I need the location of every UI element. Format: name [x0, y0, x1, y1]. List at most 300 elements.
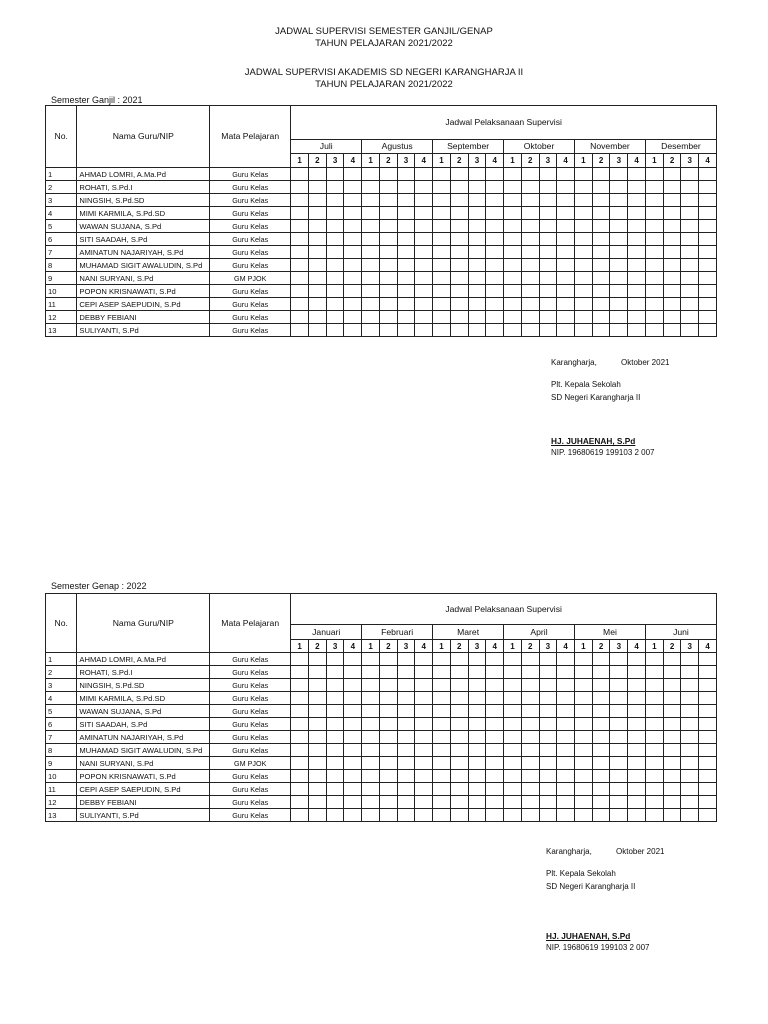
week-header: 3: [326, 640, 344, 653]
schedule-cell: [450, 272, 468, 285]
schedule-cell: [362, 744, 380, 757]
schedule-cell: [450, 796, 468, 809]
signature-role: Plt. Kepala Sekolah: [546, 869, 616, 878]
schedule-cell: [415, 233, 433, 246]
schedule-cell: [575, 653, 593, 666]
schedule-cell: [308, 207, 326, 220]
schedule-cell: [539, 809, 557, 822]
schedule-cell: [699, 770, 717, 783]
signature-block-ganjil: [551, 358, 669, 458]
signature-block-genap: [546, 847, 664, 953]
schedule-cell: [450, 757, 468, 770]
schedule-cell: [557, 653, 575, 666]
schedule-cell: [291, 757, 309, 770]
week-header: 3: [397, 640, 415, 653]
table-row: [46, 744, 717, 757]
schedule-cell: [362, 796, 380, 809]
table-row: [46, 246, 717, 259]
schedule-cell: [344, 272, 362, 285]
schedule-cell: [628, 168, 646, 181]
column-header-subject: Mata Pelajaran: [210, 594, 291, 653]
schedule-cell: [592, 770, 610, 783]
week-header: 1: [362, 154, 380, 168]
schedule-cell: [645, 324, 663, 337]
schedule-cell: [362, 233, 380, 246]
schedule-cell: [539, 324, 557, 337]
schedule-cell: [521, 718, 539, 731]
schedule-cell: [663, 796, 681, 809]
schedule-cell: [504, 757, 522, 770]
table-row: [46, 809, 717, 822]
week-header: 2: [592, 154, 610, 168]
schedule-cell: [592, 692, 610, 705]
schedule-cell: [433, 259, 451, 272]
schedule-cell: [575, 783, 593, 796]
schedule-cell: [681, 246, 699, 259]
schedule-cell: [433, 181, 451, 194]
schedule-cell: [486, 666, 504, 679]
schedule-cell: [699, 285, 717, 298]
schedule-cell: [557, 731, 575, 744]
schedule-cell: [379, 324, 397, 337]
signature-date: Oktober 2021: [621, 358, 670, 367]
schedule-cell: [610, 770, 628, 783]
schedule-cell: [539, 796, 557, 809]
schedule-cell: [663, 207, 681, 220]
schedule-cell: [610, 246, 628, 259]
month-header: Juni: [645, 625, 716, 640]
teacher-subject: Guru Kelas: [210, 168, 291, 181]
schedule-cell: [486, 679, 504, 692]
schedule-cell: [575, 679, 593, 692]
schedule-cell: [539, 220, 557, 233]
schedule-cell: [610, 285, 628, 298]
schedule-cell: [397, 311, 415, 324]
schedule-cell: [699, 809, 717, 822]
schedule-cell: [504, 705, 522, 718]
schedule-cell: [379, 298, 397, 311]
schedule-cell: [308, 285, 326, 298]
schedule-cell: [415, 705, 433, 718]
schedule-cell: [539, 679, 557, 692]
schedule-cell: [468, 653, 486, 666]
schedule-cell: [699, 207, 717, 220]
schedule-cell: [433, 653, 451, 666]
teacher-name: WAWAN SUJANA, S.Pd: [77, 220, 210, 233]
schedule-cell: [645, 285, 663, 298]
schedule-cell: [628, 181, 646, 194]
schedule-cell: [362, 220, 380, 233]
schedule-cell: [681, 194, 699, 207]
schedule-cell: [628, 796, 646, 809]
schedule-cell: [379, 285, 397, 298]
schedule-cell: [362, 757, 380, 770]
week-header: 3: [539, 640, 557, 653]
schedule-cell: [397, 233, 415, 246]
title-line-1: JADWAL SUPERVISI SEMESTER GANJIL/GENAP: [275, 26, 493, 37]
schedule-cell: [645, 718, 663, 731]
schedule-cell: [450, 259, 468, 272]
row-number: 11: [46, 783, 77, 796]
schedule-cell: [663, 666, 681, 679]
schedule-cell: [663, 809, 681, 822]
schedule-cell: [344, 705, 362, 718]
schedule-cell: [557, 285, 575, 298]
schedule-cell: [504, 679, 522, 692]
teacher-name: CEPI ASEP SAEPUDIN, S.Pd: [77, 298, 210, 311]
schedule-cell: [326, 168, 344, 181]
teacher-name: MUHAMAD SIGIT AWALUDIN, S.Pd: [77, 259, 210, 272]
schedule-cell: [610, 718, 628, 731]
schedule-cell: [415, 311, 433, 324]
schedule-cell: [397, 324, 415, 337]
schedule-cell: [486, 653, 504, 666]
schedule-cell: [468, 324, 486, 337]
schedule-cell: [415, 731, 433, 744]
schedule-cell: [592, 311, 610, 324]
schedule-cell: [645, 259, 663, 272]
schedule-cell: [468, 298, 486, 311]
schedule-cell: [397, 168, 415, 181]
schedule-cell: [521, 666, 539, 679]
schedule-cell: [433, 311, 451, 324]
schedule-cell: [397, 666, 415, 679]
week-header: 2: [308, 640, 326, 653]
week-header: 1: [291, 640, 309, 653]
schedule-cell: [450, 770, 468, 783]
schedule-cell: [450, 194, 468, 207]
schedule-cell: [397, 809, 415, 822]
schedule-cell: [539, 770, 557, 783]
schedule-cell: [663, 285, 681, 298]
row-number: 12: [46, 796, 77, 809]
schedule-cell: [397, 272, 415, 285]
schedule-cell: [575, 285, 593, 298]
schedule-cell: [486, 259, 504, 272]
schedule-cell: [291, 783, 309, 796]
table-row: [46, 324, 717, 337]
schedule-cell: [397, 194, 415, 207]
schedule-cell: [681, 220, 699, 233]
schedule-cell: [663, 653, 681, 666]
schedule-cell: [592, 194, 610, 207]
schedule-cell: [379, 783, 397, 796]
schedule-cell: [397, 796, 415, 809]
schedule-cell: [415, 653, 433, 666]
schedule-cell: [557, 220, 575, 233]
schedule-cell: [308, 298, 326, 311]
schedule-cell: [681, 718, 699, 731]
teacher-name: ROHATI, S.Pd.I: [77, 181, 210, 194]
schedule-cell: [539, 653, 557, 666]
schedule-cell: [575, 168, 593, 181]
schedule-cell: [645, 220, 663, 233]
schedule-cell: [592, 718, 610, 731]
schedule-cell: [433, 207, 451, 220]
schedule-cell: [362, 207, 380, 220]
schedule-cell: [326, 809, 344, 822]
schedule-cell: [592, 757, 610, 770]
schedule-cell: [663, 272, 681, 285]
schedule-cell: [610, 181, 628, 194]
row-number: 1: [46, 168, 77, 181]
schedule-cell: [326, 246, 344, 259]
schedule-cell: [699, 705, 717, 718]
row-number: 8: [46, 259, 77, 272]
schedule-cell: [326, 757, 344, 770]
schedule-cell: [504, 744, 522, 757]
table-row: [46, 796, 717, 809]
teacher-subject: GM PJOK: [210, 272, 291, 285]
schedule-cell: [344, 220, 362, 233]
schedule-cell: [344, 666, 362, 679]
table-row: [46, 194, 717, 207]
week-header: 1: [645, 640, 663, 653]
teacher-subject: Guru Kelas: [210, 207, 291, 220]
teacher-name: DEBBY FEBIANI: [77, 311, 210, 324]
schedule-cell: [681, 207, 699, 220]
schedule-cell: [557, 679, 575, 692]
schedule-cell: [628, 246, 646, 259]
schedule-cell: [468, 679, 486, 692]
week-header: 4: [344, 154, 362, 168]
schedule-cell: [681, 298, 699, 311]
teacher-name: ROHATI, S.Pd.I: [77, 666, 210, 679]
schedule-cell: [645, 168, 663, 181]
schedule-cell: [326, 692, 344, 705]
column-header-schedule: Jadwal Pelaksanaan Supervisi: [291, 106, 717, 140]
teacher-subject: Guru Kelas: [210, 285, 291, 298]
teacher-subject: Guru Kelas: [210, 181, 291, 194]
schedule-cell: [628, 311, 646, 324]
schedule-cell: [681, 168, 699, 181]
schedule-cell: [681, 692, 699, 705]
schedule-cell: [486, 285, 504, 298]
schedule-cell: [415, 194, 433, 207]
schedule-cell: [415, 220, 433, 233]
schedule-cell: [628, 653, 646, 666]
schedule-cell: [663, 770, 681, 783]
schedule-cell: [291, 207, 309, 220]
schedule-cell: [362, 705, 380, 718]
schedule-cell: [610, 324, 628, 337]
schedule-cell: [433, 718, 451, 731]
schedule-cell: [557, 298, 575, 311]
schedule-cell: [308, 181, 326, 194]
schedule-cell: [557, 246, 575, 259]
schedule-cell: [663, 168, 681, 181]
schedule-cell: [575, 796, 593, 809]
schedule-cell: [504, 692, 522, 705]
schedule-cell: [592, 272, 610, 285]
schedule-cell: [575, 666, 593, 679]
schedule-cell: [468, 259, 486, 272]
schedule-cell: [681, 679, 699, 692]
schedule-cell: [308, 233, 326, 246]
teacher-subject: Guru Kelas: [210, 311, 291, 324]
schedule-cell: [663, 783, 681, 796]
schedule-cell: [397, 783, 415, 796]
schedule-cell: [362, 272, 380, 285]
schedule-cell: [681, 324, 699, 337]
schedule-cell: [504, 233, 522, 246]
schedule-cell: [450, 233, 468, 246]
schedule-cell: [521, 220, 539, 233]
schedule-cell: [592, 324, 610, 337]
schedule-cell: [557, 259, 575, 272]
schedule-cell: [645, 783, 663, 796]
schedule-cell: [326, 744, 344, 757]
schedule-cell: [291, 220, 309, 233]
schedule-cell: [486, 324, 504, 337]
schedule-cell: [699, 259, 717, 272]
schedule-cell: [486, 246, 504, 259]
teacher-subject: Guru Kelas: [210, 233, 291, 246]
schedule-cell: [397, 220, 415, 233]
month-header: Maret: [433, 625, 504, 640]
schedule-cell: [699, 220, 717, 233]
row-number: 8: [46, 744, 77, 757]
schedule-cell: [628, 220, 646, 233]
schedule-cell: [397, 744, 415, 757]
schedule-cell: [592, 653, 610, 666]
schedule-cell: [628, 233, 646, 246]
schedule-cell: [326, 653, 344, 666]
signature-nip: NIP. 19680619 199103 2 007: [546, 943, 650, 952]
week-header: 1: [575, 640, 593, 653]
schedule-cell: [557, 666, 575, 679]
schedule-cell: [433, 666, 451, 679]
schedule-cell: [575, 207, 593, 220]
schedule-cell: [397, 298, 415, 311]
schedule-cell: [362, 731, 380, 744]
schedule-cell: [504, 324, 522, 337]
schedule-cell: [362, 770, 380, 783]
schedule-cell: [592, 298, 610, 311]
signature-name: HJ. JUHAENAH, S.Pd: [546, 931, 631, 941]
schedule-cell: [539, 259, 557, 272]
schedule-cell: [699, 298, 717, 311]
signature-role: Plt. Kepala Sekolah: [551, 380, 621, 389]
schedule-cell: [326, 783, 344, 796]
week-header: 2: [663, 154, 681, 168]
schedule-cell: [699, 718, 717, 731]
schedule-cell: [575, 181, 593, 194]
week-header: 2: [663, 640, 681, 653]
schedule-cell: [344, 194, 362, 207]
week-header: 1: [362, 640, 380, 653]
schedule-cell: [504, 731, 522, 744]
schedule-cell: [379, 692, 397, 705]
schedule-cell: [539, 246, 557, 259]
schedule-cell: [450, 181, 468, 194]
teacher-name: AMINATUN NAJARIYAH, S.Pd: [77, 731, 210, 744]
schedule-cell: [504, 272, 522, 285]
teacher-subject: Guru Kelas: [210, 770, 291, 783]
document-title-block-2: [0, 67, 768, 91]
schedule-cell: [433, 246, 451, 259]
teacher-subject: Guru Kelas: [210, 653, 291, 666]
schedule-cell: [379, 207, 397, 220]
schedule-cell: [575, 246, 593, 259]
schedule-cell: [575, 220, 593, 233]
schedule-cell: [379, 246, 397, 259]
schedule-cell: [344, 692, 362, 705]
schedule-cell: [645, 809, 663, 822]
schedule-cell: [486, 718, 504, 731]
schedule-cell: [308, 324, 326, 337]
teacher-name: NANI SURYANI, S.Pd: [77, 757, 210, 770]
schedule-cell: [504, 666, 522, 679]
week-header: 4: [628, 154, 646, 168]
table-row: [46, 181, 717, 194]
schedule-cell: [504, 181, 522, 194]
schedule-cell: [521, 770, 539, 783]
schedule-cell: [504, 298, 522, 311]
schedule-cell: [557, 194, 575, 207]
schedule-cell: [344, 181, 362, 194]
schedule-cell: [379, 666, 397, 679]
schedule-cell: [379, 220, 397, 233]
week-header: 2: [521, 640, 539, 653]
schedule-cell: [344, 679, 362, 692]
schedule-cell: [486, 744, 504, 757]
schedule-cell: [610, 744, 628, 757]
schedule-cell: [610, 220, 628, 233]
schedule-cell: [610, 679, 628, 692]
schedule-cell: [681, 809, 699, 822]
schedule-cell: [433, 757, 451, 770]
schedule-cell: [362, 666, 380, 679]
signature-name: HJ. JUHAENAH, S.Pd: [551, 436, 636, 446]
schedule-cell: [468, 285, 486, 298]
schedule-cell: [575, 324, 593, 337]
row-number: 4: [46, 207, 77, 220]
schedule-cell: [344, 168, 362, 181]
schedule-cell: [645, 311, 663, 324]
schedule-cell: [308, 246, 326, 259]
schedule-cell: [291, 679, 309, 692]
schedule-cell: [379, 181, 397, 194]
schedule-cell: [504, 246, 522, 259]
row-number: 7: [46, 246, 77, 259]
schedule-cell: [681, 259, 699, 272]
schedule-cell: [344, 783, 362, 796]
teacher-name: POPON KRISNAWATI, S.Pd: [77, 770, 210, 783]
schedule-cell: [291, 653, 309, 666]
schedule-cell: [645, 757, 663, 770]
schedule-cell: [645, 233, 663, 246]
schedule-cell: [610, 796, 628, 809]
schedule-cell: [681, 796, 699, 809]
schedule-cell: [557, 311, 575, 324]
row-number: 12: [46, 311, 77, 324]
schedule-cell: [450, 783, 468, 796]
schedule-cell: [575, 744, 593, 757]
schedule-cell: [663, 705, 681, 718]
schedule-cell: [699, 796, 717, 809]
schedule-cell: [699, 194, 717, 207]
schedule-cell: [486, 796, 504, 809]
schedule-cell: [628, 324, 646, 337]
schedule-cell: [308, 679, 326, 692]
signature-place: Karangharja,: [546, 847, 592, 856]
schedule-cell: [610, 783, 628, 796]
schedule-cell: [308, 168, 326, 181]
table-row: [46, 272, 717, 285]
schedule-cell: [504, 653, 522, 666]
schedule-cell: [557, 770, 575, 783]
